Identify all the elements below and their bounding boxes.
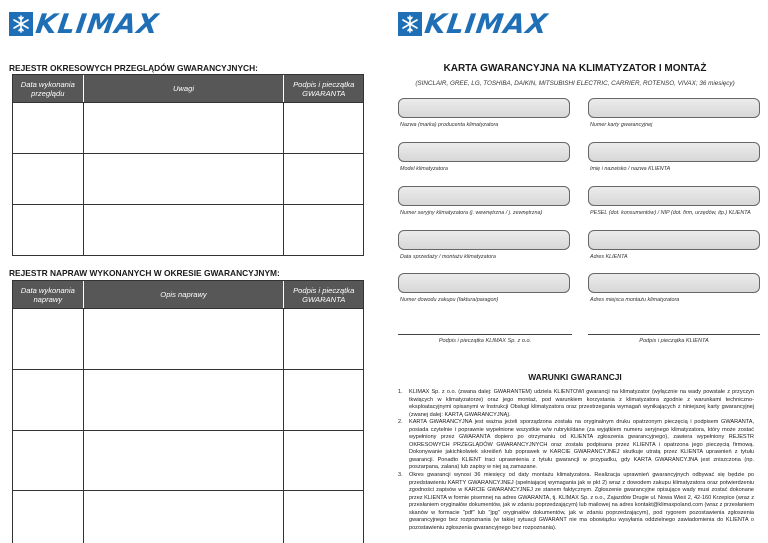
inspections-header-row bbox=[13, 75, 363, 102]
table-cell[interactable] bbox=[284, 431, 363, 490]
client-signature-label: Podpis i pieczątka KLIENTA bbox=[639, 338, 709, 344]
header-notes: Uwagi bbox=[84, 75, 285, 102]
table-cell[interactable] bbox=[84, 154, 285, 204]
condition-text: Okres gwarancji wynosi 36 miesięcy od daty montażu klimatyzatora. Realizacja uprawnień gwarancyjnych odbywać się będzie po przedstawieniu KARTY GWARANCYJNEJ (spełniającej wymagania jak w pkt 2) wraz z dowodem zakupu klimatyzatora oraz potwierdzeniu zgodności zapisów w KARCIE GWARANCYJNEJ ze stanem faktycznym. Zgłoszenie gwarancyjne opisujące wady musi zostać dokonane przez KLIENTA w formie pisemnej na adres GWARANTA, tj. KLIMAX Sp. z o.o., Zajazdów Drugie ul. Nowa Wieś 2, 42-160 Krzepice (wraz z przesłaniem oryginałów dokumentów, jak w zdaniu poprzedzającym) lub mailowej na adres kontakt@klimaxpoland.com (wraz z przesłaniem skanów w formacie "pdf" lub "jpg" oryginałów dokumentów, jak w zdaniu poprzedzającym), pod rygorem pozostawienia zgłoszenia gwarancyjnego bez rozpoznania (w takiej sytuacji GWARANT nie ma obowiązku wysyłania oddzielnego zawiadomienia do KLIENTA o pozostawieniu zgłoszenia gwarancyjnego bez rozpoznania). bbox=[409, 472, 754, 531]
table-cell[interactable] bbox=[84, 370, 285, 430]
header-description: Opis naprawy bbox=[84, 281, 285, 308]
condition-number: 2. bbox=[398, 419, 403, 426]
inspections-table bbox=[12, 74, 364, 256]
table-cell[interactable] bbox=[284, 309, 363, 369]
snowflake-icon bbox=[9, 12, 33, 36]
table-cell[interactable] bbox=[284, 370, 363, 430]
manufacturer-field[interactable] bbox=[398, 98, 570, 118]
pesel-nip-label: PESEL (dot. konsumentów) / NIP (dot. firm, urzędów, itp.) KLIENTA bbox=[590, 210, 751, 216]
card-number-label: Numer karty gwarancyjnej bbox=[590, 122, 653, 128]
table-row bbox=[13, 153, 363, 204]
client-address-field[interactable] bbox=[588, 230, 760, 250]
model-label: Model klimatyzatora bbox=[400, 166, 448, 172]
pesel-nip-field[interactable] bbox=[588, 186, 760, 206]
header-date: Data wykonania naprawy bbox=[13, 281, 84, 308]
logo-text: KLIMAX bbox=[422, 8, 550, 40]
table-row bbox=[13, 369, 363, 430]
table-row bbox=[13, 102, 363, 153]
install-address-label: Adres miejsca montażu klimatyzatora bbox=[590, 297, 680, 303]
manufacturer-label: Nazwa (marka) producenta klimatyzatora bbox=[400, 122, 499, 128]
client-address-label: Adres KLIENTA bbox=[590, 254, 628, 260]
table-cell[interactable] bbox=[84, 309, 285, 369]
warranty-card-subtitle: (SINCLAIR, GREE, LG, TOSHIBA, DAIKIN, MITSUBISHI ELECTRIC, CARRIER, ROTENSO, VIVAX; 36 miesięcy) bbox=[415, 80, 735, 87]
klimax-logo-left bbox=[9, 8, 159, 40]
table-cell[interactable] bbox=[13, 431, 84, 490]
condition-item bbox=[398, 389, 754, 419]
conditions-list bbox=[398, 389, 754, 532]
header-signature: Podpis i pieczątka GWARANTA bbox=[293, 79, 355, 98]
condition-text: KLIMAX Sp. z o.o. (zwana dalej: GWARANTEM) udziela KLIENTOWI gwarancji na klimatyzator (wyłącznie na wady powstałe z przyczyn tkwiących w klimatyzatorze) oraz jego montaż, pod warunkiem korzystania z klimatyzatora zgodnie z warunkami techniczno-eksploatacyjnymi opisanymi w Instrukcji Obsługi klimatyzatora oraz przestrzegania wymagań wynikających z niniejszej karty gwarancyjnej (zwanej dalej: KARTĄ GWARANCYJNĄ). bbox=[409, 389, 754, 418]
table-cell[interactable] bbox=[284, 103, 363, 153]
sale-date-field[interactable] bbox=[398, 230, 570, 250]
condition-item bbox=[398, 472, 754, 532]
table-cell[interactable] bbox=[13, 370, 84, 430]
logo-text: KLIMAX bbox=[33, 8, 161, 40]
client-name-field[interactable] bbox=[588, 142, 760, 162]
table-cell[interactable] bbox=[13, 205, 84, 255]
model-field[interactable] bbox=[398, 142, 570, 162]
table-cell[interactable] bbox=[13, 154, 84, 204]
receipt-number-label: Numer dowodu zakupu (faktura/paragon) bbox=[400, 297, 499, 303]
table-row bbox=[13, 308, 363, 369]
table-cell[interactable] bbox=[84, 205, 285, 255]
table-row bbox=[13, 430, 363, 490]
sale-date-label: Data sprzedaży / montażu klimatyzatora bbox=[400, 254, 496, 260]
client-signature-line[interactable] bbox=[588, 334, 760, 335]
table-cell[interactable] bbox=[284, 205, 363, 255]
card-number-field[interactable] bbox=[588, 98, 760, 118]
klimax-logo-right bbox=[398, 8, 548, 40]
header-signature: Podpis i pieczątka GWARANTA bbox=[293, 285, 355, 304]
condition-number: 3. bbox=[398, 472, 403, 479]
condition-text: KARTA GWARANCYJNA jest ważna jeżeli sporządzona została na oryginalnym druku opatrzonym pieczęcią i podpisem GWARANTA, posiada czytelnie i poprawnie wypełnione wszystkie w/w rubryki/dane (za wyjątkiem numeru seryjnego klimatyzatora, który może zostać wypełniony przez GWARANTA dopiero po otrzymaniu od KLIENTA zgłoszenia gwarancyjnego), zawiera wypełniony REJESTR OKRESOWYCH PRZEGLĄDÓW GWARANCYJNYCH oraz została podpisana przez KLIENTA i opatrzona jego pieczęcią firmową. Dokonywanie jakichkolwiek skreśleń lub poprawek w KARCIE GWARANCYJNEJ skutkuje utratą przez KLIENTA uprawnień z tytułu gwarancji. Ponadto KLIENT traci uprawnienia z tytułu gwarancji w przypadku, gdy KARTA GWARANCYJNA jest zniszczona (np. poszarpana, zalana) lub zapisy w niej są zamazane. bbox=[409, 419, 754, 471]
header-date: Data wykonania przeglądu bbox=[13, 75, 84, 102]
repairs-title: REJESTR NAPRAW WYKONANYCH W OKRESIE GWARANCYJNYM: bbox=[9, 268, 280, 278]
klimax-signature-line[interactable] bbox=[398, 334, 572, 335]
table-cell[interactable] bbox=[284, 491, 363, 543]
table-cell[interactable] bbox=[84, 491, 285, 543]
table-row bbox=[13, 490, 363, 543]
table-row bbox=[13, 204, 363, 255]
table-cell[interactable] bbox=[84, 103, 285, 153]
klimax-signature-label: Podpis i pieczątka KLIMAX Sp. z o.o. bbox=[438, 338, 532, 344]
table-cell[interactable] bbox=[13, 103, 84, 153]
inspections-title: REJESTR OKRESOWYCH PRZEGLĄDÓW GWARANCYJNYCH: bbox=[9, 63, 258, 73]
table-cell[interactable] bbox=[13, 309, 84, 369]
client-name-label: Imię i nazwisko / nazwa KLIENTA bbox=[590, 166, 671, 172]
table-cell[interactable] bbox=[284, 154, 363, 204]
table-cell[interactable] bbox=[84, 431, 285, 490]
warranty-card-title: KARTA GWARANCYJNA NA KLIMATYZATOR I MONTAŻ bbox=[443, 63, 707, 74]
install-address-field[interactable] bbox=[588, 273, 760, 293]
condition-item bbox=[398, 419, 754, 472]
condition-number: 1. bbox=[398, 389, 403, 395]
serial-number-label: Numer seryjny klimatyzatora (j. wewnętrzna / j. zewnętrzna) bbox=[400, 210, 543, 216]
snowflake-icon bbox=[398, 12, 422, 36]
conditions-title: WARUNKI GWARANCJI bbox=[528, 372, 622, 382]
serial-number-field[interactable] bbox=[398, 186, 570, 206]
repairs-table bbox=[12, 280, 364, 543]
table-cell[interactable] bbox=[13, 491, 84, 543]
receipt-number-field[interactable] bbox=[398, 273, 570, 293]
repairs-header-row bbox=[13, 281, 363, 308]
